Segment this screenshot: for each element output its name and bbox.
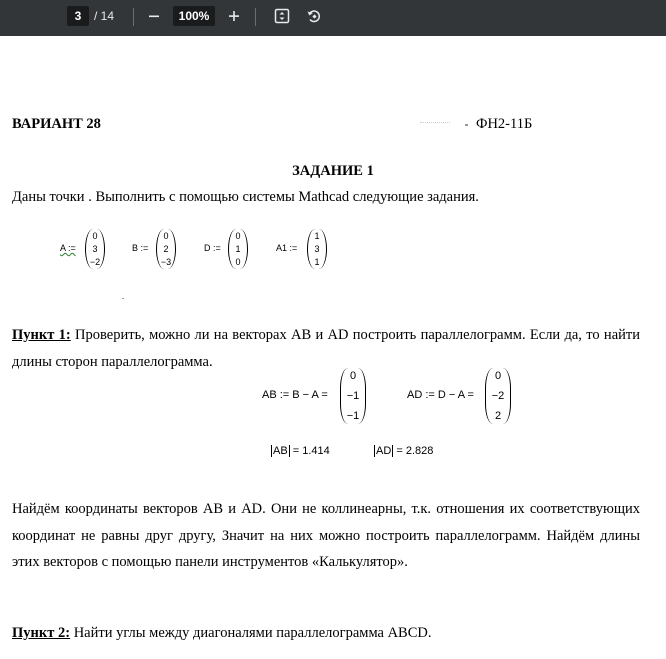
matrix-cell: 3 xyxy=(92,244,98,254)
zoom-level-input[interactable]: 100% xyxy=(173,6,215,26)
matrix-cell: 0 xyxy=(349,370,357,382)
fit-to-page-icon xyxy=(274,8,290,24)
matrix-cell: 0 xyxy=(163,231,169,241)
norm-ab-name: AB xyxy=(273,445,288,457)
toolbar-divider xyxy=(133,8,134,26)
document-page xyxy=(0,36,666,659)
norm-ab-value: = 1.414 xyxy=(292,445,330,457)
matrix-cell: 0 xyxy=(235,231,241,241)
norm-ad-name: AD xyxy=(376,445,392,457)
ad-matrix xyxy=(485,368,511,424)
point1-text: Проверить, можно ли на векторах AB и AD построить параллелограмм. Если да, то найти длины сторон параллелограмма. xyxy=(12,327,640,370)
point2-text: Найти углы между диагоналями параллелограмма ABCD. xyxy=(70,625,432,641)
zoom-out-button[interactable] xyxy=(143,5,165,27)
group-code: ФН2-11Б xyxy=(476,116,533,132)
matrix-cell: −2 xyxy=(491,390,505,402)
page-number-input[interactable]: 3 xyxy=(67,6,89,26)
vector-a-label: A := xyxy=(60,243,76,253)
point2-paragraph xyxy=(12,625,432,642)
matrix-cell: 0 xyxy=(235,257,241,267)
vector-a1-label: A1 := xyxy=(276,243,298,253)
stray-dot xyxy=(122,298,124,299)
matrix-cell: −2 xyxy=(89,257,101,267)
point1-paragraph xyxy=(12,322,640,375)
matrix-cell: −3 xyxy=(160,257,172,267)
matrix-cell: 1 xyxy=(314,257,320,267)
matrix-cell: −1 xyxy=(346,410,360,422)
vector-d-label: D := xyxy=(204,243,221,253)
ad-equation: AD := D − A = xyxy=(407,389,474,401)
matrix-cell: 1 xyxy=(314,231,320,241)
fit-page-button[interactable] xyxy=(271,5,293,27)
matrix-cell: −1 xyxy=(346,390,360,402)
matrix-cell: 1 xyxy=(235,244,241,254)
faint-dot xyxy=(465,124,468,126)
ab-equation: AB := B − A = xyxy=(262,389,328,401)
zoom-in-button[interactable] xyxy=(223,5,245,27)
matrix-cell: 2 xyxy=(494,410,502,422)
point1-label: Пункт 1: xyxy=(12,327,71,343)
norm-ad xyxy=(374,445,433,457)
intro-text: Даны точки . Выполнить с помощью системы Mathcad следующие задания. xyxy=(12,189,479,205)
plus-icon xyxy=(228,10,240,22)
norm-ab xyxy=(271,445,330,457)
point2-label: Пункт 2: xyxy=(12,625,71,641)
pdf-toolbar xyxy=(0,0,666,36)
vector-d-matrix xyxy=(228,229,248,269)
ab-matrix xyxy=(340,368,366,424)
task-title: ЗАДАНИЕ 1 xyxy=(292,163,374,179)
variant-heading: ВАРИАНТ 28 xyxy=(12,116,101,132)
page-total: / 14 xyxy=(94,9,115,23)
explanation-paragraph: Найдём координаты векторов AB и AD. Они не коллинеарны, т.к. отношения их соответствующих координат не равны друг другу, Значит на них можно построить параллелограмм. Найдём длины этих векторов с помощью панели инструментов «Калькулятор». xyxy=(12,501,640,570)
vector-a-matrix xyxy=(85,229,105,269)
rotate-icon xyxy=(306,8,322,24)
matrix-cell: 3 xyxy=(314,244,320,254)
toolbar-divider xyxy=(255,8,256,26)
norm-ad-value: = 2.828 xyxy=(396,445,434,457)
faint-mark xyxy=(420,122,450,123)
matrix-cell: 0 xyxy=(92,231,98,241)
vector-b-matrix xyxy=(156,229,176,269)
matrix-cell: 2 xyxy=(163,244,169,254)
rotate-button[interactable] xyxy=(303,5,325,27)
minus-icon xyxy=(148,10,160,22)
vector-b-label: B := xyxy=(132,243,149,253)
vector-a1-matrix xyxy=(307,229,327,269)
matrix-cell: 0 xyxy=(494,370,502,382)
